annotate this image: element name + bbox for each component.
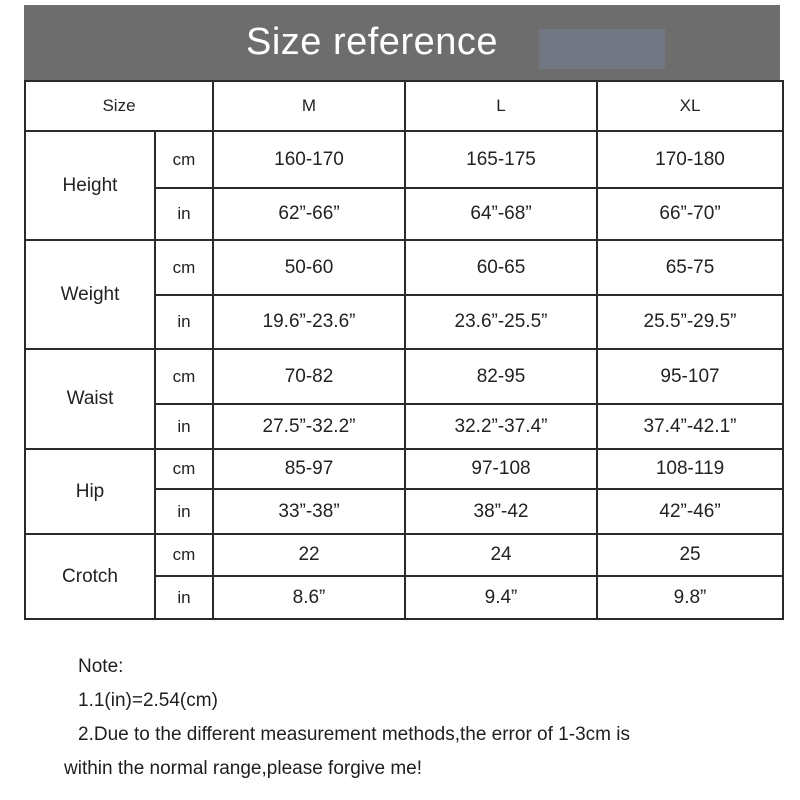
table-cell: 165-175 (405, 131, 597, 188)
notes-heading: Note: (78, 656, 124, 677)
table-cell: 38”-42 (405, 489, 597, 534)
row-label-waist: Waist (25, 349, 155, 449)
table-cell: 64”-68” (405, 188, 597, 240)
row-label-weight: Weight (25, 240, 155, 349)
unit-in: in (155, 576, 213, 619)
unit-cm: cm (155, 240, 213, 295)
table-cell: 50-60 (213, 240, 405, 295)
size-xl-header: XL (597, 81, 783, 131)
table-cell: 82-95 (405, 349, 597, 404)
table-cell: 108-119 (597, 449, 783, 489)
unit-cm: cm (155, 349, 213, 404)
table-row (25, 449, 783, 489)
title-bar (24, 5, 780, 80)
row-label-crotch: Crotch (25, 534, 155, 619)
table-cell: 25.5”-29.5” (597, 295, 783, 349)
table-cell: 160-170 (213, 131, 405, 188)
unit-cm: cm (155, 449, 213, 489)
table-cell: 33”-38” (213, 489, 405, 534)
table-row (25, 240, 783, 295)
page-title: Size reference (245, 21, 498, 63)
table-cell: 97-108 (405, 449, 597, 489)
table-cell: 24 (405, 534, 597, 576)
table-cell: 70-82 (213, 349, 405, 404)
size-header-cell: Size (25, 81, 213, 131)
note-line-measurement: 2.Due to the different measurement methods,the error of 1-3cm is (78, 724, 630, 745)
table-row (25, 131, 783, 188)
unit-in: in (155, 489, 213, 534)
row-label-hip: Hip (25, 449, 155, 534)
size-table (24, 80, 784, 620)
unit-in: in (155, 188, 213, 240)
title-redaction-patch (539, 29, 665, 69)
table-row (25, 534, 783, 576)
table-cell: 62”-66” (213, 188, 405, 240)
table-cell: 66”-70” (597, 188, 783, 240)
table-cell: 32.2”-37.4” (405, 404, 597, 449)
table-cell: 65-75 (597, 240, 783, 295)
notes-section (62, 650, 782, 786)
unit-in: in (155, 404, 213, 449)
table-cell: 85-97 (213, 449, 405, 489)
table-cell: 42”-46” (597, 489, 783, 534)
table-cell: 95-107 (597, 349, 783, 404)
row-label-height: Height (25, 131, 155, 240)
unit-in: in (155, 295, 213, 349)
note-line-conversion: 1.1(in)=2.54(cm) (78, 690, 218, 711)
table-cell: 9.8” (597, 576, 783, 619)
table-cell: 27.5”-32.2” (213, 404, 405, 449)
table-cell: 25 (597, 534, 783, 576)
table-cell: 9.4” (405, 576, 597, 619)
size-l-header: L (405, 81, 597, 131)
table-cell: 170-180 (597, 131, 783, 188)
table-cell: 8.6” (213, 576, 405, 619)
table-row (25, 349, 783, 404)
unit-cm: cm (155, 534, 213, 576)
table-header-row (25, 81, 783, 131)
note-line-measurement-cont: within the normal range,please forgive me! (64, 758, 423, 779)
unit-cm: cm (155, 131, 213, 188)
table-cell: 37.4”-42.1” (597, 404, 783, 449)
table-cell: 60-65 (405, 240, 597, 295)
size-m-header: M (213, 81, 405, 131)
table-cell: 23.6”-25.5” (405, 295, 597, 349)
table-cell: 22 (213, 534, 405, 576)
table-cell: 19.6”-23.6” (213, 295, 405, 349)
